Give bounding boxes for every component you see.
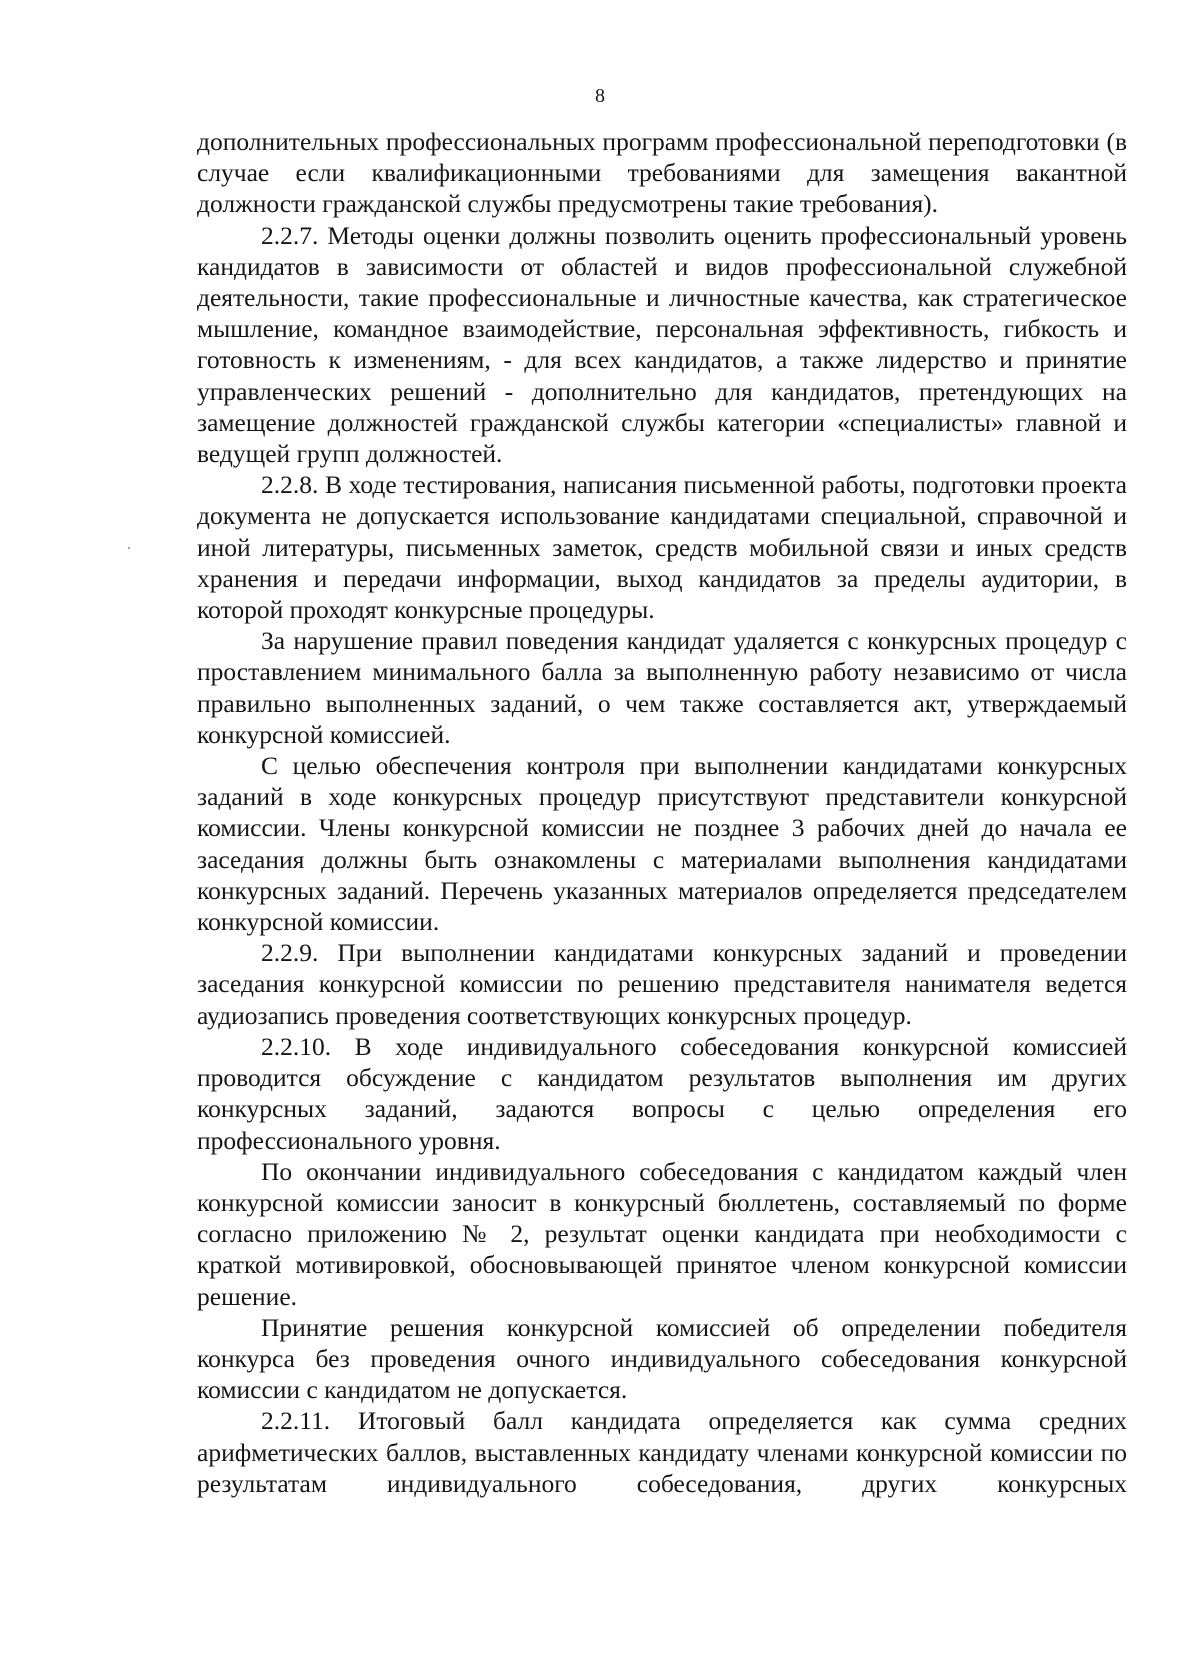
paragraph-2-2-9: 2.2.9. При выполнении кандидатами конкурсных заданий и проведении заседания конкурсной комиссии по решению представителя нанимателя ведется аудиозапись проведения соответствующих конкурсных процедур. <box>197 938 1127 1030</box>
paragraph-2-2-8: 2.2.8. В ходе тестирования, написания письменной работы, подготовки проекта документа не допускается использование кандидатами специальной, справочной и иной литературы, письменных заметок, средств мобильной связи и иных средств хранения и передачи информации, выход кандидатов за пределы аудитории, в которой проходят конкурсные процедуры. <box>197 470 1127 625</box>
paragraph-decision: Принятие решения конкурсной комиссией об определении победителя конкурса без проведения очного индивидуального собеседования конкурсной комиссии с кандидатом не допускается. <box>197 1312 1127 1405</box>
paragraph-2-2-11: 2.2.11. Итоговый балл кандидата определяется как сумма средних арифметических баллов, выставленных кандидату членами конкурсной комиссии по результатам индивидуального собеседования, других конкурсных <box>197 1406 1127 1498</box>
scan-speck <box>128 547 130 549</box>
paragraph-2-2-7: 2.2.7. Методы оценки должны позволить оценить профессиональный уровень кандидатов в зависимости от областей и видов профессиональной служебной деятельности, такие профессиональные и личностные качества, как стратегическое мышление, командное взаимодействие, персональная эффективность, гибкость и готовность к изменениям, - для всех кандидатов, а также лидерство и принятие управленческих решений - дополнительно для кандидатов, претендующих на замещение должностей гражданской службы категории «специалисты» главной и ведущей групп должностей. <box>197 220 1127 469</box>
paragraph-ballot: По окончании индивидуального собеседования с кандидатом каждый член конкурсной комиссии заносит в конкурсный бюллетень, составляемый по форме согласно приложению № 2, результат оценки кандидата при необходимости с краткой мотивировкой, обосновывающей принятое членом конкурсной комиссии решение. <box>197 1156 1127 1311</box>
document-body <box>197 126 1127 1499</box>
paragraph-violation: За нарушение правил поведения кандидат удаляется с конкурсных процедур с проставлением минимального балла за выполненную работу независимо от числа правильно выполненных заданий, о чем также составляется акт, утверждаемый конкурсной комиссией. <box>197 626 1127 749</box>
paragraph-2-2-10: 2.2.10. В ходе индивидуального собеседования конкурсной комиссией проводится обсуждение с кандидатом результатов выполнения им других конкурсных заданий, задаются вопросы с целью определения его профессионального уровня. <box>197 1031 1127 1155</box>
paragraph-control: С целью обеспечения контроля при выполнении кандидатами конкурсных заданий в ходе конкурсных процедур присутствуют представители конкурсной комиссии. Члены конкурсной комиссии не позднее 3 рабочих дней до начала ее заседания должны быть ознакомлены с материалами выполнения кандидатами конкурсных заданий. Перечень указанных материалов определяется председателем конкурсной комиссии. <box>197 751 1127 937</box>
page-number: 8 <box>595 85 605 107</box>
paragraph-continuation: дополнительных профессиональных программ профессиональной переподготовки (в случае если квалификационными требованиями для замещения вакантной должности гражданской службы предусмотрены такие требования). <box>197 127 1127 219</box>
